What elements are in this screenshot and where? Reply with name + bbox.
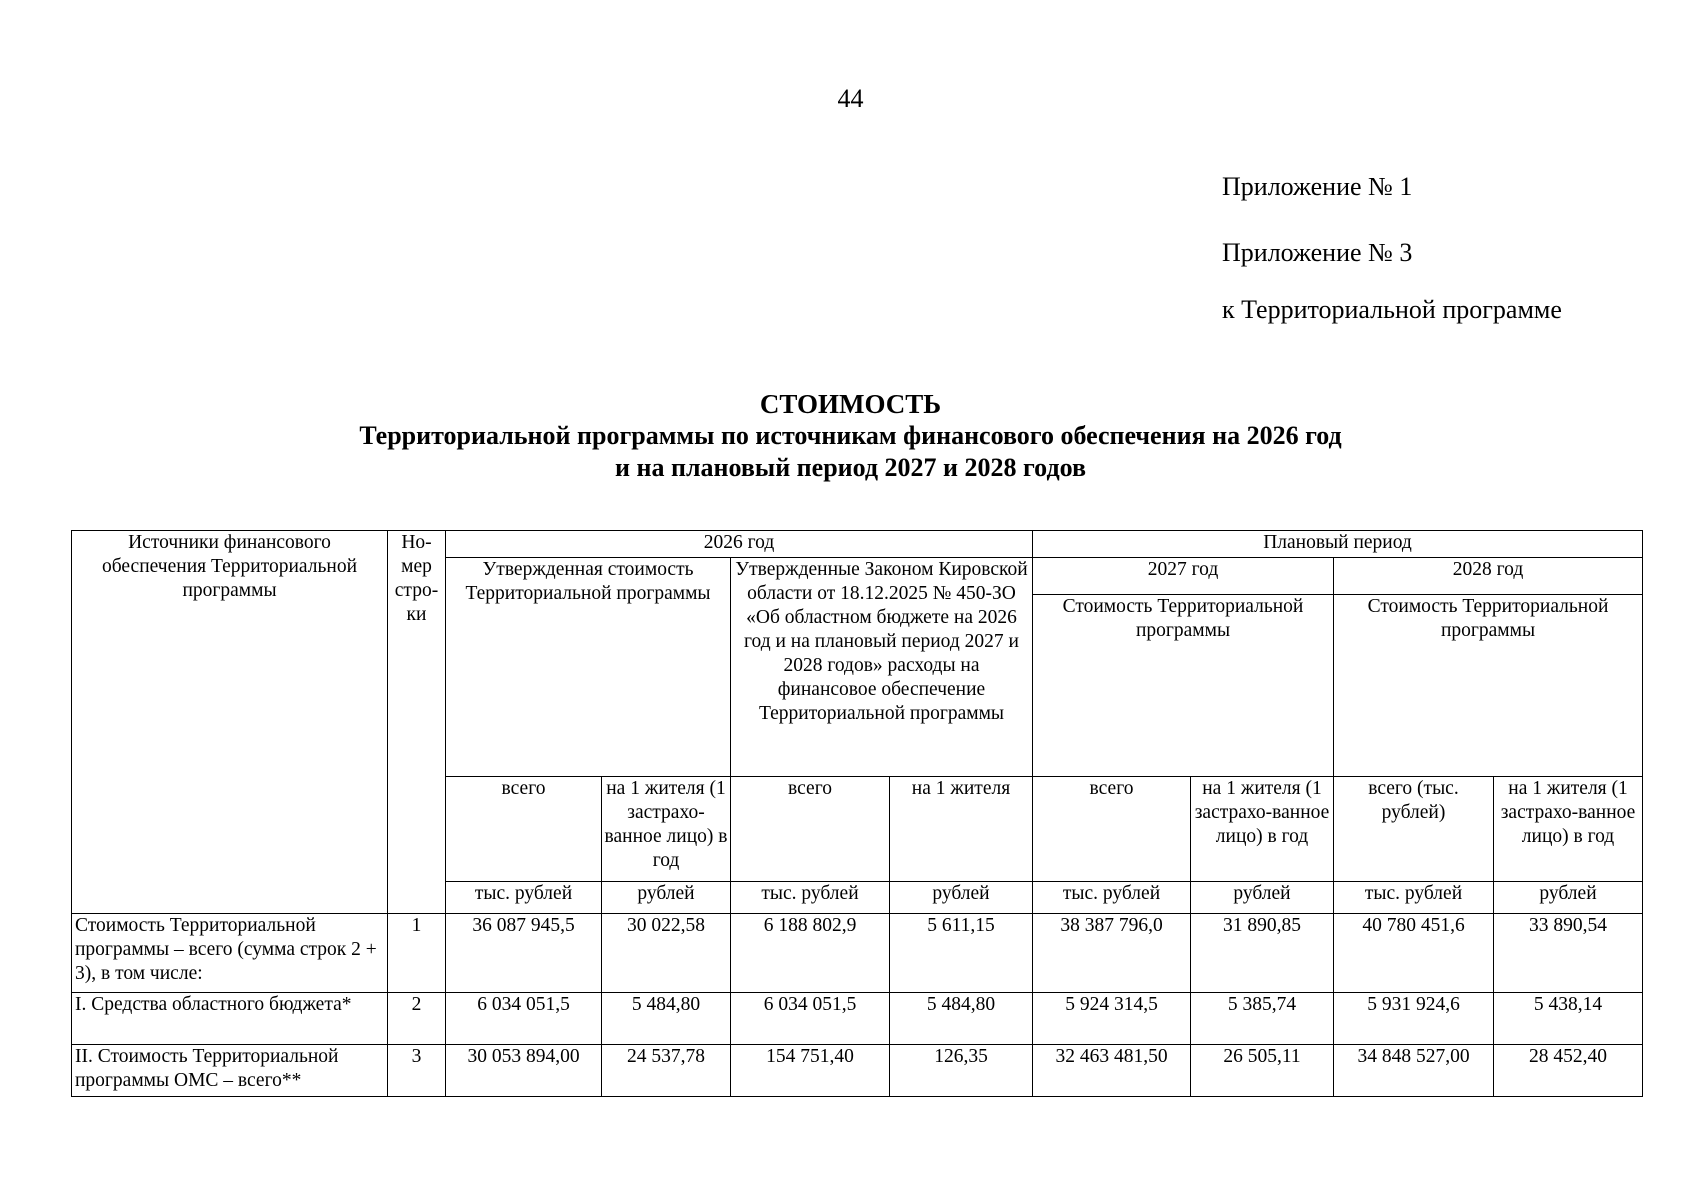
cell-value: 30 022,58 — [602, 914, 731, 993]
header-cost-2028: Стоимость Территориальной программы — [1334, 595, 1643, 777]
header-total-thousand: всего (тыс. рублей) — [1334, 777, 1494, 882]
appendix-line-2: Приложение № 3 — [1222, 238, 1413, 267]
unit-rub: рублей — [602, 882, 731, 914]
row-number: 2 — [388, 993, 446, 1045]
header-approved-by-law: Утвержденные Законом Кировской области от 18.12.2025 № 450-ЗО «Об областном бюджете на 2026 год и на плановый период 2027 и 2028 годов» расходы на финансовое обеспечение Территориальной программы — [731, 558, 1033, 777]
cell-value: 30 053 894,00 — [446, 1045, 602, 1097]
cell-value: 5 931 924,6 — [1334, 993, 1494, 1045]
title-line-2: Территориальной программы по источникам финансового обеспечения на 2026 год — [359, 421, 1342, 450]
unit-rub: рублей — [890, 882, 1033, 914]
header-total: всего — [1033, 777, 1191, 882]
cell-value: 28 452,40 — [1494, 1045, 1643, 1097]
cell-value: 31 890,85 — [1191, 914, 1334, 993]
cell-value: 36 087 945,5 — [446, 914, 602, 993]
page-number: 44 — [837, 84, 864, 113]
cell-value: 5 438,14 — [1494, 993, 1643, 1045]
row-number: 3 — [388, 1045, 446, 1097]
header-total: всего — [731, 777, 890, 882]
unit-thousand: тыс. рублей — [1033, 882, 1191, 914]
header-cost-2027: Стоимость Территориальной программы — [1033, 595, 1334, 777]
table-row — [72, 993, 1643, 1045]
cell-value: 32 463 481,50 — [1033, 1045, 1191, 1097]
appendix-line-3: к Территориальной программе — [1222, 295, 1562, 324]
header-row-number: Но-мер стро-ки — [388, 531, 446, 914]
cost-table — [71, 530, 1643, 1097]
cell-value: 24 537,78 — [602, 1045, 731, 1097]
cell-value: 38 387 796,0 — [1033, 914, 1191, 993]
cell-value: 5 385,74 — [1191, 993, 1334, 1045]
header-year-2027: 2027 год — [1033, 558, 1334, 595]
appendix-line-1: Приложение № 1 — [1222, 172, 1413, 201]
table-row — [72, 914, 1643, 993]
cell-value: 5 484,80 — [602, 993, 731, 1045]
row-number: 1 — [388, 914, 446, 993]
header-year-2026: 2026 год — [446, 531, 1033, 558]
cell-value: 126,35 — [890, 1045, 1033, 1097]
header-per-resident: на 1 жителя — [890, 777, 1033, 882]
cell-value: 6 188 802,9 — [731, 914, 890, 993]
table-row — [72, 1045, 1643, 1097]
cell-value: 6 034 051,5 — [731, 993, 890, 1045]
cell-value: 26 505,11 — [1191, 1045, 1334, 1097]
cell-value: 34 848 527,00 — [1334, 1045, 1494, 1097]
unit-thousand: тыс. рублей — [1334, 882, 1494, 914]
header-approved-cost: Утвержденная стоимость Территориальной программы — [446, 558, 731, 777]
cell-value: 5 611,15 — [890, 914, 1033, 993]
row-label: Стоимость Территориальной программы – всего (сумма строк 2 + 3), в том числе: — [72, 914, 388, 993]
header-row-1 — [72, 531, 1643, 558]
cell-value: 6 034 051,5 — [446, 993, 602, 1045]
title-line-1: СТОИМОСТЬ — [759, 389, 942, 419]
header-total: всего — [446, 777, 602, 882]
cell-value: 5 484,80 — [890, 993, 1033, 1045]
header-planned-period: Плановый период — [1033, 531, 1643, 558]
unit-thousand: тыс. рублей — [731, 882, 890, 914]
unit-rub: рублей — [1191, 882, 1334, 914]
header-per-resident-insured: на 1 жителя (1 застрахо-ванное лицо) в год — [1494, 777, 1643, 882]
unit-thousand: тыс. рублей — [446, 882, 602, 914]
row-label: I. Средства областного бюджета* — [72, 993, 388, 1045]
row-label: II. Стоимость Территориальной программы ОМС – всего** — [72, 1045, 388, 1097]
header-per-resident-insured: на 1 жителя (1 застрахо-ванное лицо) в год — [602, 777, 731, 882]
cell-value: 5 924 314,5 — [1033, 993, 1191, 1045]
title-line-3: и на плановый период 2027 и 2028 годов — [615, 453, 1086, 482]
cell-value: 40 780 451,6 — [1334, 914, 1494, 993]
header-year-2028: 2028 год — [1334, 558, 1643, 595]
cell-value: 154 751,40 — [731, 1045, 890, 1097]
header-sources: Источники финансового обеспечения Территориальной программы — [72, 531, 388, 914]
header-per-resident-insured: на 1 жителя (1 застрахо-ванное лицо) в год — [1191, 777, 1334, 882]
unit-rub: рублей — [1494, 882, 1643, 914]
cell-value: 33 890,54 — [1494, 914, 1643, 993]
document-title — [0, 388, 1701, 484]
